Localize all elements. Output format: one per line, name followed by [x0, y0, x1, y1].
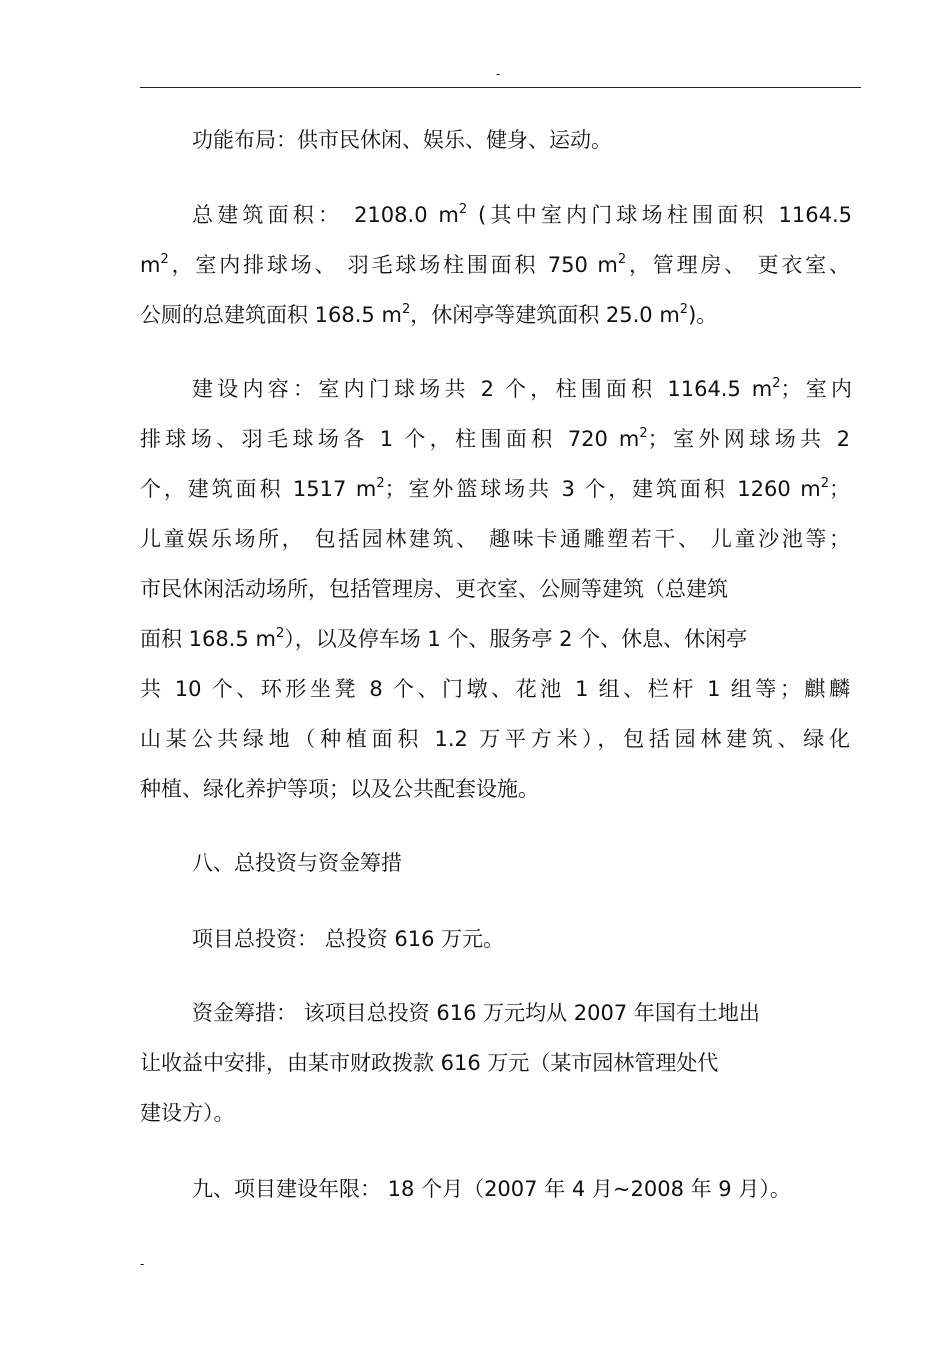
text-run: ，管理房、 更衣室、	[626, 253, 850, 277]
text-run: ；室外篮球场共 3 个，建筑面积 1260 m	[384, 477, 821, 501]
superscript: 2	[458, 202, 468, 217]
content-line-8: 山某公共绿地（种植面积 1.2 万平方米），包括园林建筑、绿化	[140, 727, 850, 751]
total-area-line-2	[140, 250, 850, 280]
text-run: 排球场、羽毛球场各 1 个，柱围面积 720 m	[140, 427, 640, 451]
text-run: 建设内容：室内门球场共 2 个，柱围面积 1164.5 m	[192, 377, 773, 401]
text-run: (其中室内门球场柱围面积 1164.5	[467, 203, 852, 227]
total-area-line-3	[140, 300, 850, 330]
superscript: 2	[376, 476, 385, 491]
text-run: ；室内	[780, 377, 852, 401]
text-run: ，室内排球场、 羽毛球场柱围面积 750 m	[168, 253, 618, 277]
content-line-6	[140, 624, 850, 654]
text-run: ；室外网球场共 2	[647, 427, 850, 451]
text-run: 面积 168.5 m	[140, 627, 276, 651]
content-line-7: 共 10 个、环形坐凳 8 个、门墩、花池 1 组、栏杆 1 组等；麒麟	[140, 677, 850, 701]
total-area-line-1	[192, 200, 852, 230]
superscript: 2	[617, 252, 627, 267]
content-line-9: 种植、绿化养护等项；以及公共配套设施。	[140, 777, 539, 801]
content-line-2	[140, 424, 850, 454]
section-9-paragraph: 九、项目建设年限： 18 个月（2007 年 4 月~2008 年 9 月）。	[192, 1177, 791, 1201]
funding-line-3: 建设方）。	[140, 1101, 235, 1125]
header-mark: -	[496, 67, 501, 81]
superscript: 2	[772, 376, 781, 391]
superscript: 2	[820, 476, 830, 491]
text-run: )。	[688, 303, 718, 327]
superscript: 2	[639, 426, 648, 441]
text-run: ，休闲亭等建筑面积 25.0 m	[410, 303, 680, 327]
text-run: ；	[829, 477, 851, 501]
header-rule	[140, 87, 861, 88]
section-8-heading: 八、总投资与资金筹措	[192, 851, 402, 875]
text-run: 总建筑面积： 2108.0 m	[192, 203, 459, 227]
text-run: 公厕的总建筑面积 168.5 m	[140, 303, 402, 327]
footer-mark: -	[140, 1257, 145, 1271]
superscript: 2	[401, 302, 411, 317]
text-run: 个，建筑面积 1517 m	[140, 477, 377, 501]
superscript: 2	[275, 626, 285, 641]
superscript: 2	[679, 302, 689, 317]
functional-layout-paragraph: 功能布局：供市民休闲、娱乐、健身、运动。	[192, 128, 612, 152]
funding-line-1: 资金筹措： 该项目总投资 616 万元均从 2007 年国有土地出	[192, 1001, 760, 1025]
text-run: m	[140, 253, 161, 277]
content-line-3	[140, 474, 850, 504]
superscript: 2	[160, 252, 169, 267]
funding-line-2: 让收益中安排，由某市财政拨款 616 万元（某市园林管理处代	[140, 1051, 719, 1075]
content-line-5: 市民休闲活动场所，包括管理房、更衣室、公厕等建筑（总建筑	[140, 577, 728, 601]
total-investment-paragraph: 项目总投资： 总投资 616 万元。	[192, 927, 505, 951]
content-line-4: 儿童娱乐场所， 包括园林建筑、 趣味卡通雕塑若干、 儿童沙池等；	[140, 527, 850, 551]
text-run: ），以及停车场 1 个、服务亭 2 个、休息、休闲亭	[284, 627, 748, 651]
content-line-1	[192, 374, 852, 404]
